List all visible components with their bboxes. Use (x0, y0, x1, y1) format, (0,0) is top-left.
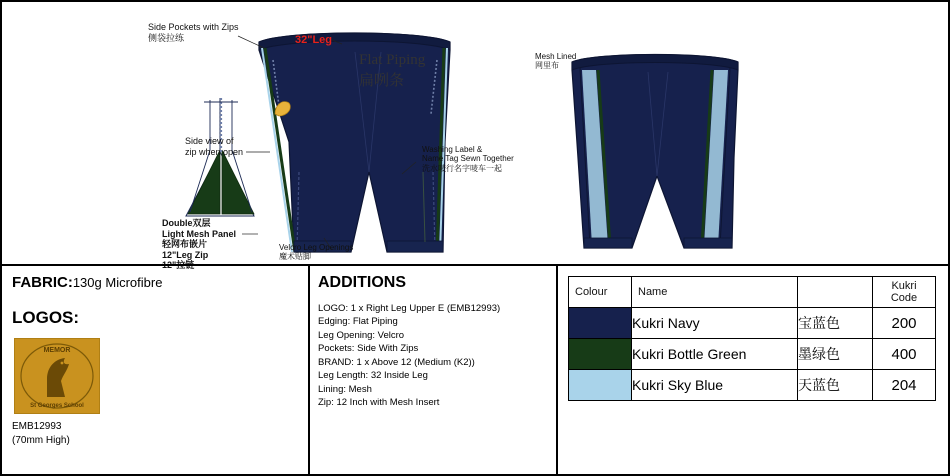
annotation-double-mesh-panel: Double双层 Light Mesh Panel 轻网布嵌片 12"Leg Zip (162, 218, 237, 260)
garment-illustration-area (2, 2, 948, 266)
annotation-side-pockets-cn: 侧袋拉练 (148, 33, 185, 44)
list-item: Zip: 12 Inch with Mesh Insert (318, 397, 440, 409)
fabric-value: 130g Microfibre (72, 275, 163, 290)
colour-swatch-sky-blue (569, 370, 632, 401)
list-item: Leg Length: 32 Inside Leg (318, 370, 428, 382)
annotation-leg-length: 32"Leg (295, 34, 333, 46)
annotation-flat-piping (359, 52, 425, 90)
crest-bottom-text: St Georges School (30, 403, 84, 409)
th-colour: Colour (569, 277, 632, 308)
colour-code: 204 (873, 370, 936, 401)
colour-code: 200 (873, 308, 936, 339)
annotation-washing-label-en: Washing Label & Name Tag Sewn Together (422, 145, 514, 164)
list-item: Lining: Mesh (318, 383, 372, 395)
back-view-trousers (562, 48, 752, 258)
annotation-side-pockets (148, 22, 239, 44)
annotation-velcro-leg-openings: Velcro Leg Openings 魔术贴脚 (279, 243, 354, 262)
annotation-washing-label (422, 145, 514, 173)
additions-panel (310, 266, 556, 474)
colour-code: 400 (873, 339, 936, 370)
colour-swatch-navy (569, 308, 632, 339)
table-row (569, 308, 936, 339)
colour-table (568, 276, 936, 401)
logo-caption: EMB12993 (70mm High) (12, 421, 70, 446)
crest-artwork (15, 339, 99, 413)
table-row (569, 339, 936, 370)
annotation-flat-piping-en: Flat Piping (359, 52, 426, 68)
colour-panel (558, 266, 948, 474)
crest-top-text: MEMOR (43, 347, 71, 354)
th-name-cn (798, 277, 873, 308)
zip-open-detail (180, 94, 290, 224)
colour-swatch-bottle-green (569, 339, 632, 370)
colour-name: Kukri Navy (632, 308, 798, 339)
th-name: Name (632, 277, 798, 308)
fabric-panel (2, 266, 308, 474)
school-crest-logo (14, 338, 100, 414)
table-header-row (569, 277, 936, 308)
additions-title: ADDITIONS (318, 274, 406, 291)
logos-title: LOGOS: (12, 308, 80, 327)
colour-name-cn: 墨绿色 (798, 339, 873, 370)
annotation-mesh-lined (535, 52, 576, 71)
annotation-mesh-lined-cn: 网里布 (535, 61, 559, 71)
annotation-flat-piping-cn: 扁咧条 (359, 71, 405, 89)
list-item: Pockets: Side With Zips (318, 343, 419, 355)
annotation-mesh-lined-en: Mesh Lined (535, 52, 577, 61)
colour-name: Kukri Sky Blue (632, 370, 798, 401)
table-row (569, 370, 936, 401)
list-item: BRAND: 1 x Above 12 (Medium (K2)) (318, 356, 475, 368)
annotation-side-view-zip: Side view of zip when open (185, 136, 244, 157)
annotation-side-pockets-en: Side Pockets with Zips (148, 22, 239, 32)
list-item: LOGO: 1 x Right Leg Upper E (EMB12993) (318, 303, 501, 314)
list-item: Leg Opening: Velcro (318, 329, 405, 341)
colour-name: Kukri Bottle Green (632, 339, 798, 370)
fabric-label: FABRIC: (12, 274, 73, 291)
list-item: Edging: Flat Piping (318, 316, 398, 328)
spec-panels (2, 266, 948, 474)
colour-name-cn: 天蓝色 (798, 370, 873, 401)
annotation-washing-label-cn: 洗水唛行名字唛车一起 (422, 163, 502, 173)
additions-list (318, 302, 500, 410)
fabric-row (12, 274, 162, 291)
colour-name-cn: 宝蓝色 (798, 308, 873, 339)
th-kukri-code: Kukri Code (873, 277, 936, 308)
